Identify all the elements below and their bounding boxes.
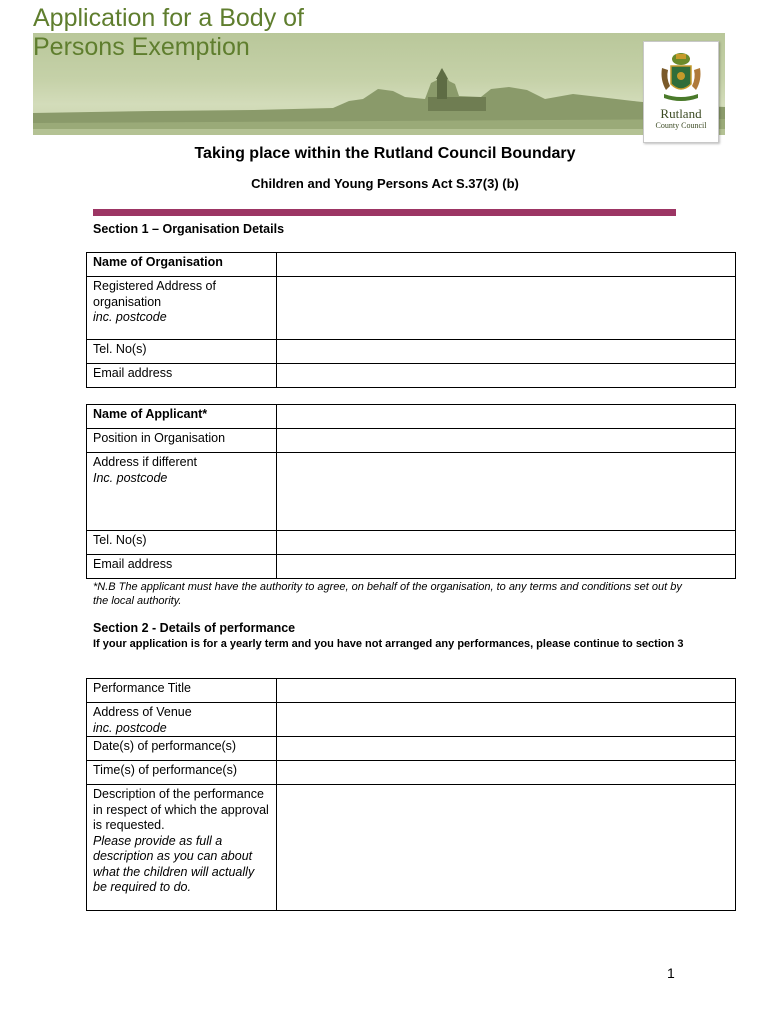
- main-heading: Taking place within the Rutland Council Boundary: [194, 145, 576, 162]
- org-address-field[interactable]: [277, 277, 736, 340]
- section-2-intro: If your application is for a yearly term and you have not arranged any performances, please continue to section 3: [93, 638, 684, 650]
- performance-table: [86, 678, 736, 911]
- org-address-label: Registered Address of organisation inc. postcode: [87, 277, 277, 340]
- org-name-label: Name of Organisation: [87, 253, 277, 277]
- logo-subtitle: County Council: [655, 121, 707, 130]
- applicant-name-label: Name of Applicant*: [87, 405, 277, 429]
- performance-dates-field[interactable]: [277, 737, 736, 761]
- applicant-table: [86, 404, 736, 579]
- divider-rule: [93, 209, 676, 216]
- form-title: [33, 4, 304, 62]
- section-1-title: Section 1 – Organisation Details: [93, 222, 285, 236]
- applicant-name-field[interactable]: [277, 405, 736, 429]
- applicant-address-field[interactable]: [277, 453, 736, 531]
- applicant-address-label: Address if different Inc. postcode: [87, 453, 277, 531]
- applicant-email-label: Email address: [87, 555, 277, 579]
- title-line-1: Application for a Body of: [33, 4, 304, 32]
- org-tel-label: Tel. No(s): [87, 340, 277, 364]
- section-2-title: Section 2 - Details of performance: [93, 621, 296, 635]
- organisation-table: [86, 252, 736, 388]
- applicant-email-field[interactable]: [277, 555, 736, 579]
- performance-description-label: Description of the performance in respect of which the approval is requested. Please provide as full a description as you can about what the children will actually be required to do.: [87, 785, 277, 911]
- org-email-label: Email address: [87, 364, 277, 388]
- applicant-note: *N.B The applicant must have the authority to agree, on behalf of the organisation, to any terms and conditions set out by the local authority.: [93, 581, 682, 607]
- performance-title-field[interactable]: [277, 679, 736, 703]
- page-number: 1: [667, 965, 675, 981]
- performance-description-field[interactable]: [277, 785, 736, 911]
- venue-address-label: Address of Venue inc. postcode: [87, 703, 277, 737]
- org-email-field[interactable]: [277, 364, 736, 388]
- venue-address-field[interactable]: [277, 703, 736, 737]
- org-name-field[interactable]: [277, 253, 736, 277]
- performance-times-field[interactable]: [277, 761, 736, 785]
- title-line-2: Persons Exemption: [33, 33, 250, 61]
- performance-dates-label: Date(s) of performance(s): [87, 737, 277, 761]
- sub-heading: Children and Young Persons Act S.37(3) (b): [251, 176, 519, 191]
- performance-title-label: Performance Title: [87, 679, 277, 703]
- performance-times-label: Time(s) of performance(s): [87, 761, 277, 785]
- applicant-position-field[interactable]: [277, 429, 736, 453]
- logo-wordmark: Rutland: [660, 106, 702, 121]
- coat-of-arms-icon: [658, 50, 704, 106]
- council-logo: [643, 41, 719, 143]
- org-tel-field[interactable]: [277, 340, 736, 364]
- applicant-tel-field[interactable]: [277, 531, 736, 555]
- applicant-tel-label: Tel. No(s): [87, 531, 277, 555]
- applicant-position-label: Position in Organisation: [87, 429, 277, 453]
